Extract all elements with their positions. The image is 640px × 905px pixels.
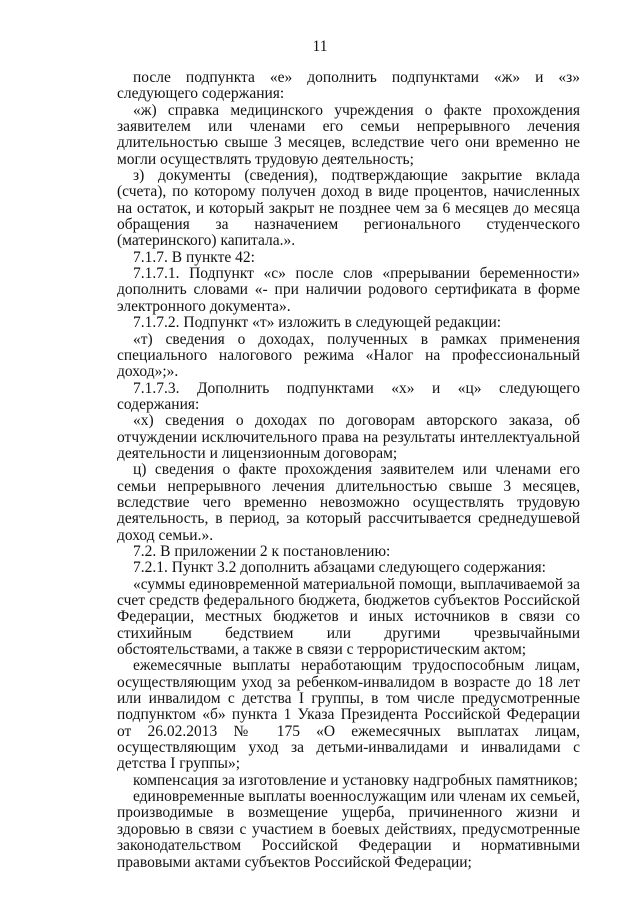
paragraph-7-2-1: 7.2.1. Пункт 3.2 дополнить абзацами следующего содержания: xyxy=(133,559,546,577)
paragraph-subitem-zh: «ж) справка медицинского учреждения о факте прохождения заявителем или членами его семьи непрерывного лечения длительностью свыше 3 месяцев, вследствие чего они временно не могли осуществлять трудовую деятельность; xyxy=(117,101,580,168)
paragraph-7-1-7-2: 7.1.7.2. Подпункт «т» изложить в следующей редакции: xyxy=(133,314,502,332)
paragraph-7-1-7-1: 7.1.7.1. Подпункт «с» после слов «прерывании беременности» дополнить словами «- при наличии родового сертификата в форме электронного документа». xyxy=(117,265,580,315)
page-number: 11 xyxy=(312,38,328,55)
paragraph-military-payments: единовременные выплаты военнослужащим или членам их семьей, производимые в возмещение ущерба, причиненного жизни и здоровью в связи с участием в боевых действиях, предусмотренные законодательством Российской Федерации и нормативными правовыми актами субъектов Российской Федерации; xyxy=(117,788,580,871)
paragraph-7-1-7: 7.1.7. В пункте 42: xyxy=(133,248,255,266)
paragraph-subitem-z: з) документы (сведения), подтверждающие закрытие вклада (счета), по которому получен доход в виде процентов, начисленных на остаток, и который закрыт не позднее чем за 6 месяцев до месяца обращения за назначением регионального студенческого (материнского) капитала.». xyxy=(117,167,580,250)
paragraph-subitem-t: «т) сведения о доходах, полученных в рамках применения специального налогового режима «Налог на профессиональный доход»;». xyxy=(117,330,580,381)
paragraph-7-2: 7.2. В приложении 2 к постановлению: xyxy=(133,542,391,560)
paragraph-7-1-7-3: 7.1.7.3. Дополнить подпунктами «х» и «ц» следующего содержания: xyxy=(117,379,580,413)
paragraph-subitem-kh: «х) сведения о доходах по договорам авторского заказа, об отчуждении исключительного права на результаты интеллектуальной деятельности и лицензионным договорам; xyxy=(117,412,580,462)
document-body xyxy=(117,70,580,871)
paragraph-intro: после подпункта «е» дополнить подпунктами «ж» и «з» следующего содержания: xyxy=(117,69,580,103)
paragraph-gravestone-compensation: компенсация за изготовление и установку надгробных памятников; xyxy=(133,771,578,789)
paragraph-subitem-ts: ц) сведения о факте прохождения заявителем или членами его семьи непрерывного лечения длительностью свыше 3 месяцев, вследствие чего временно невозможно осуществлять трудовую деятельность, в период, за который рассчитывается среднедушевой доход семьи.». xyxy=(117,461,580,544)
paragraph-material-aid: «суммы единовременной материальной помощи, выплачиваемой за счет средств федерального бюджета, бюджетов субъектов Российской Федерации, местных бюджетов и иных источников в связи со стихийным бедствием или другими чрезвычайными обстоятельствами, а также в связи с террористическим актом; xyxy=(117,575,580,659)
paragraph-monthly-payments: ежемесячные выплаты неработающим трудоспособным лицам, осуществляющим уход за ребенком-инвалидом в возрасте до 18 лет или инвалидом с детства I группы, в том числе предусмотренные подпунктом «б» пункта 1 Указа Президента Российской Федерации от 26.02.2013 № 175 «О ежемесячных выплатах лицам, осуществляющим уход за детьми-инвалидами и инвалидами с детства I группы»; xyxy=(117,657,580,773)
